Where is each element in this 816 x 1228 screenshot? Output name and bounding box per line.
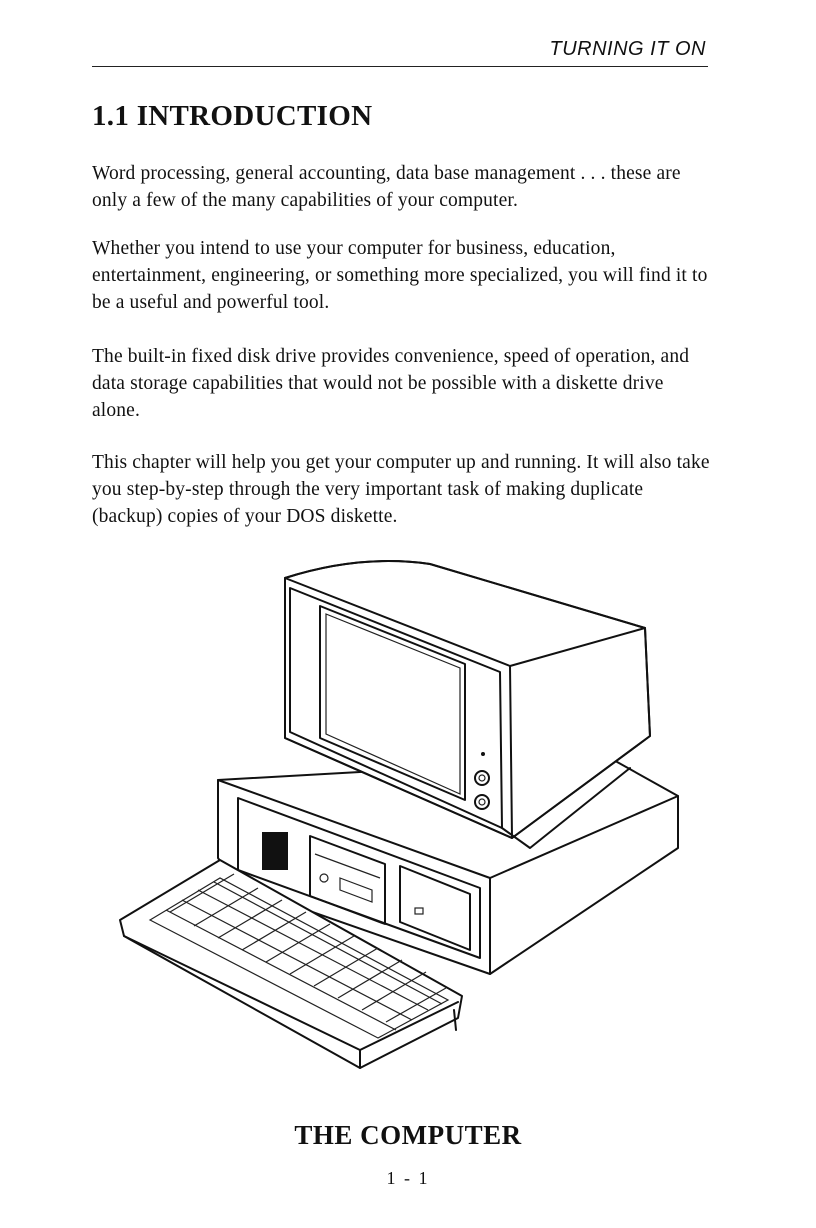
paragraph-3: The built-in fixed disk drive provides convenience, speed of operation, and data storage capabilities that would not be possible with a diskette drive alone. <box>92 346 690 421</box>
running-header <box>92 36 708 67</box>
vent-grille <box>262 832 288 870</box>
computer-drawing <box>110 548 700 1076</box>
computer-illustration <box>110 548 700 1076</box>
running-title: TURNING IT ON <box>549 38 706 60</box>
section-title: 1.1 INTRODUCTION <box>92 100 373 132</box>
paragraph-2: Whether you intend to use your computer for business, education, entertainment, engineering, or something more specialized, you will find it to be a useful and powerful tool. <box>92 238 708 313</box>
paragraph-1: Word processing, general accounting, data base management . . . these are only a few of the many capabilities of your computer. <box>92 163 681 211</box>
paragraph-4: This chapter will help you get your computer up and running. It will also take you step-by-step through the very important task of making duplicate (backup) copies of your DOS diskette. <box>92 452 710 527</box>
figure-caption: THE COMPUTER <box>294 1120 522 1150</box>
page-number: 1 - 1 <box>386 1168 430 1188</box>
